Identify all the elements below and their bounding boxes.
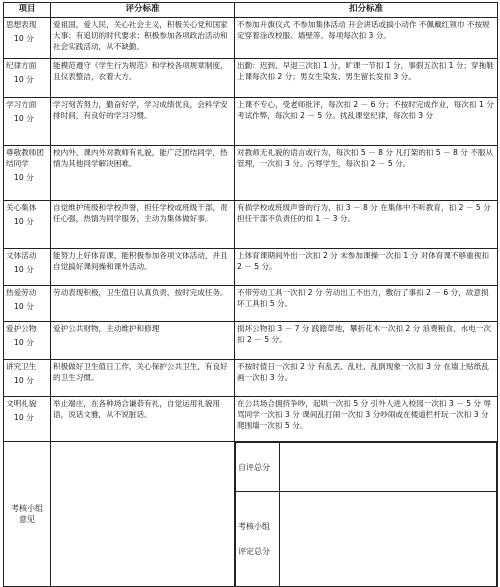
criteria-cell: 爱护公共财物，主动维护和修理 <box>51 322 235 360</box>
criteria-cell: 校内外、课内外对教师有礼貌，能广泛团结同学，热情为其他同学解决困难。 <box>51 146 235 201</box>
deduction-cell: 有损学校或班级声誉的行为，扣 3 － 8 分 在集体中不听教育，扣 2 － 5 分 担任干部不负责任的扣 1 － 3 分。 <box>235 201 498 249</box>
item-cell <box>4 98 51 146</box>
table-body <box>4 18 498 442</box>
item-cell <box>4 249 51 286</box>
deduction-cell: 对教师无礼貌的语言或行为，每次扣 5 － 8 分 凡打架的扣 5 － 8 分 不服从管理，一次扣 3 分。污辱学生，每次扣 2 － 5 分。 <box>235 146 498 201</box>
criteria-cell: 举止端庄，在各种场合谦恭有礼，自觉运用礼貌用语，说话文雅，从不说脏话。 <box>51 397 235 442</box>
header-criteria: 评分标准 <box>51 3 235 18</box>
table-row <box>4 360 498 397</box>
deduction-cell: 损坏公物扣 3 － 7 分 践踏草地，攀折花木一次扣 2 分 浪费粮食、水电一次扣 2 － 5 分。 <box>235 322 498 360</box>
item-points: 10 分 <box>14 114 34 123</box>
group-opinion-label <box>4 442 51 587</box>
self-total-field[interactable] <box>280 443 497 492</box>
evaluation-table <box>3 2 498 587</box>
item-points: 10 分 <box>14 338 34 347</box>
header-deduction: 扣分标准 <box>235 3 498 18</box>
item-name: 学习方面 <box>6 100 37 109</box>
item-cell <box>4 322 51 360</box>
item-cell <box>4 18 51 59</box>
deduction-cell: 在公共场合拥挤争吵，起哄一次扣 5 分 引外人进入校园一次扣 3 － 5 分 辱骂同学一次扣 3 分 课间乱打闹一次扣 3 分吵闹或在楼道栏杆玩一次扣 3 分 爬围墙一次扣 5 分。 <box>235 397 498 442</box>
header-item: 项目 <box>4 3 51 18</box>
criteria-cell: 爱祖国，爱人民，关心社会主义，积极关心党和国家大事；有追切的时代要求；积极参加各项政治活动和社会实践活动，从不缺勤。 <box>51 18 235 59</box>
self-total-label: 自评总分 <box>236 443 280 492</box>
group-opinion-field[interactable] <box>51 442 235 587</box>
item-name: 文体活动 <box>6 251 37 260</box>
item-cell <box>4 360 51 397</box>
table-row <box>4 59 498 98</box>
table-row <box>4 286 498 322</box>
group-total-label: 考核小组 评定总分 <box>236 492 280 587</box>
header-row <box>4 3 498 18</box>
item-name: 思想表现 <box>6 20 37 29</box>
item-cell <box>4 397 51 442</box>
group-opinion-line1: 考核小组 <box>11 504 43 513</box>
item-name: 热爱劳动 <box>6 288 37 297</box>
item-name: 纪律方面 <box>6 61 37 70</box>
deduction-cell: 上课不专心，受老师批评，每次扣 2 － 6 分；不按时完成作业，每次扣 1 分 考试作弊，每次扣 2 － 5 分。扰乱课堂纪律，每次扣 3 分 <box>235 98 498 146</box>
item-cell <box>4 146 51 201</box>
item-name: 爱护公物 <box>6 324 37 333</box>
table-row <box>4 201 498 249</box>
item-cell <box>4 286 51 322</box>
criteria-cell: 能模范遵守《学生行为规范》和学校各项规章制度，且仪表整洁，衣着大方。 <box>51 59 235 98</box>
table-row <box>4 249 498 286</box>
deduction-cell: 不带劳动工具一次扣 2 分 劳动出工不出力，敷衍了事扣 2 － 6 分，故意损坏工具扣 5 分。 <box>235 286 498 322</box>
table-row <box>4 322 498 360</box>
item-points: 10 分 <box>14 376 34 385</box>
item-points: 10 分 <box>14 34 34 43</box>
deduction-cell: 出勤：迟到、早退三次扣 1 分，旷课一节扣 1 分，事假五次扣 1 分；穿拖鞋上课每次扣 2 分；男女生染发、男生留长发扣 3 分。 <box>235 59 498 98</box>
item-points: 10 分 <box>14 173 34 182</box>
item-name: 关心集体 <box>6 203 37 212</box>
deduction-cell: 不参加升旗仪式 不参加集体活动 开会讲话或搞小动作 不佩戴红领巾 不按规定穿着涂改校服、墙壁等。每项每次扣 3 分。 <box>235 18 498 59</box>
table-row <box>4 397 498 442</box>
item-points: 10 分 <box>14 413 34 422</box>
item-points: 10 分 <box>14 217 34 226</box>
totals-table <box>235 442 497 586</box>
item-name: 尊敬教师团结同学 <box>6 148 44 168</box>
criteria-cell: 学习刻苦努力，勤奋好学，学习成绩优良，会科学安排时间，有良好的学习习惯。 <box>51 98 235 146</box>
item-points: 10 分 <box>14 75 34 84</box>
item-name: 讲究卫生 <box>6 362 37 371</box>
criteria-cell: 自觉维护班级和学校声誉，担任学校或班级干部，责任心强，热情为同学服务，主动为集体做好事。 <box>51 201 235 249</box>
item-cell <box>4 201 51 249</box>
deduction-cell: 不按时值日一次扣 2 分 有乱丢、乱吐、乱倒现象一次扣 3 分 在墙上贴纸乱画一次扣 3 分。 <box>235 360 498 397</box>
item-points: 10 分 <box>14 302 34 311</box>
table-row <box>4 18 498 59</box>
footer-row <box>4 442 498 587</box>
criteria-cell: 劳动表现积极，卫生值日认真负责，按时完成任务。 <box>51 286 235 322</box>
group-opinion-line2: 意见 <box>19 515 35 524</box>
table-row <box>4 98 498 146</box>
item-name: 文明礼貌 <box>6 399 37 408</box>
criteria-cell: 能努力上好体育课，能积极参加各项文体活动，并且自觉搞好课间操和课外活动。 <box>51 249 235 286</box>
totals-cell <box>235 442 498 587</box>
item-cell <box>4 59 51 98</box>
criteria-cell: 积极做好卫生值日工作，关心保护公共卫生，有良好的卫生习惯。 <box>51 360 235 397</box>
item-points: 10 分 <box>14 265 34 274</box>
deduction-cell: 上体育课期间外出一次扣 2 分 未参加课操一次扣 1 分 对体育课不够重视扣 2 － 5 分。 <box>235 249 498 286</box>
table-row <box>4 146 498 201</box>
